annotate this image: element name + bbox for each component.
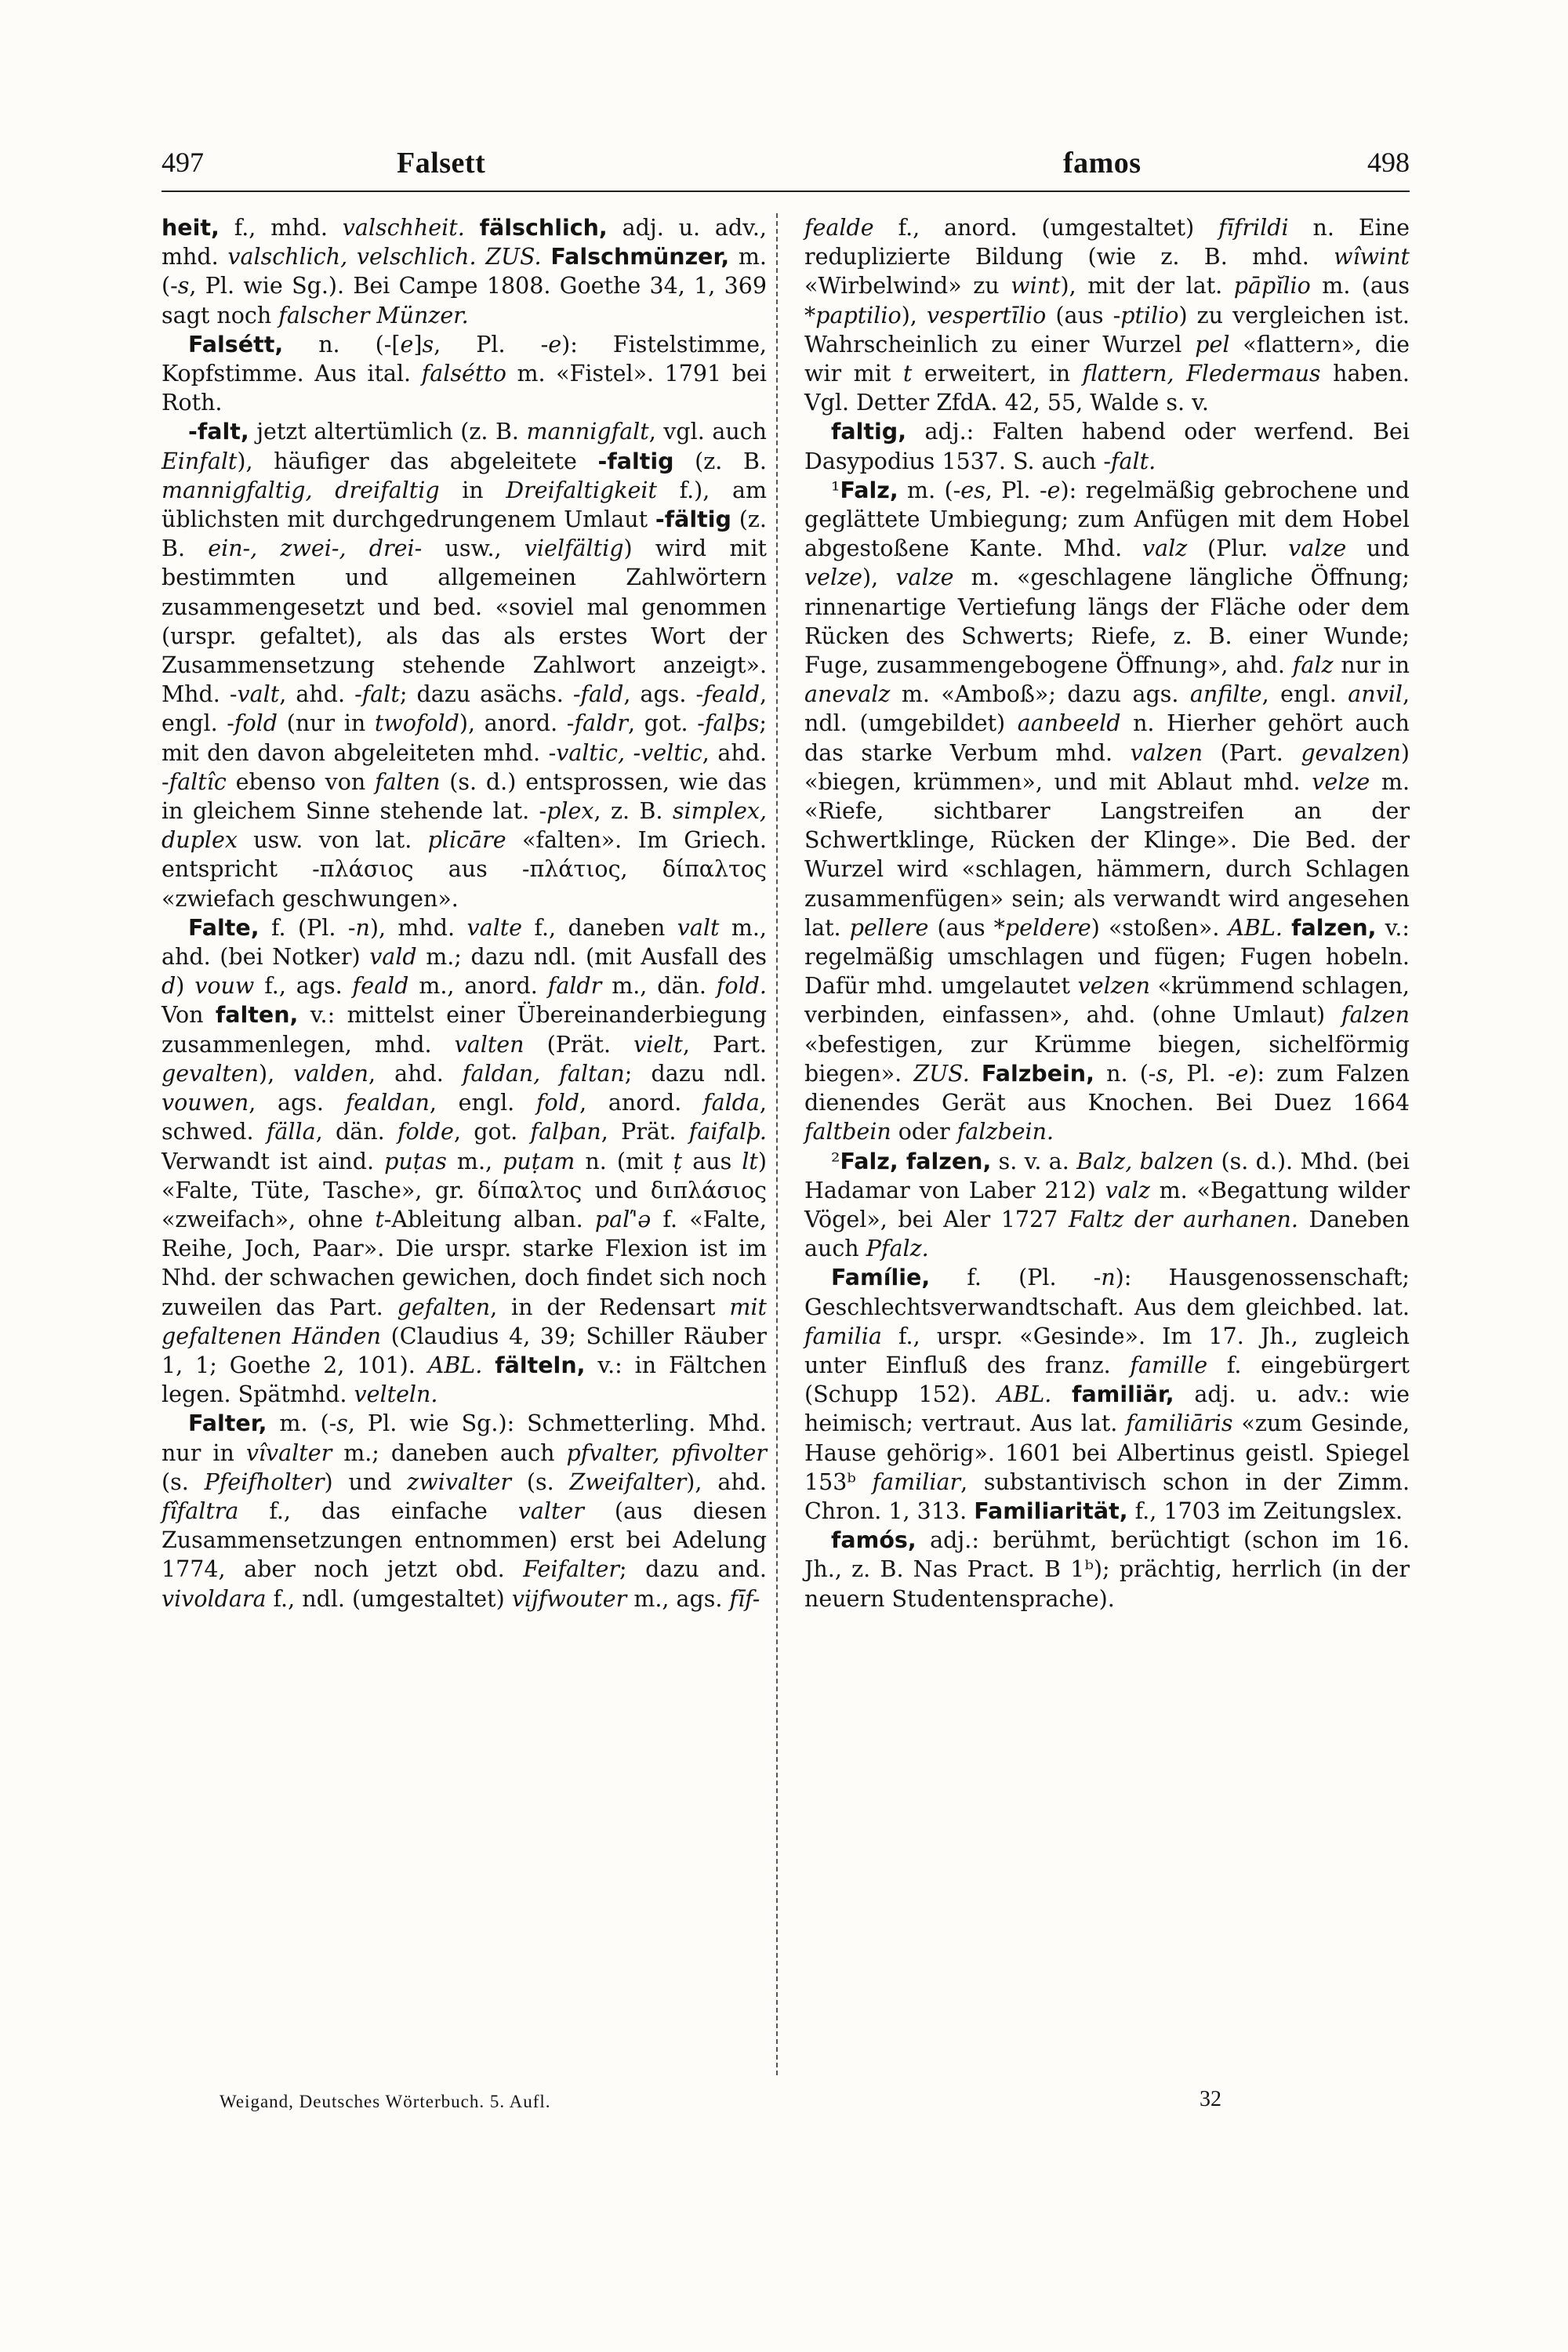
italic-term: mannigfalt [526,419,649,445]
italic-term: velzen [1077,973,1150,1000]
italic-term: valt [677,914,720,941]
entry-text: adj.: berühmt, berüchtigt (schon im 16. Jh., z. B. Nas Pract. B 1ᵇ); prächtig, herrlich (in der neuern Studentensprache). [804,1527,1410,1612]
entry-text: «zum Gesinde, Hause gehörig». 1601 bei Albertinus geistl. Spiegel 153ᵇ [804,1410,1410,1495]
italic-term: puṭas [384,1148,447,1174]
entry-text: , Pl. wie Sg.): Schmetterling. Mhd. nur in [162,1410,767,1466]
entry-text: adj.: Falten habend oder werfend. Bei Dasypodius 1537. S. auch - [804,419,1410,474]
entry-text: ; dazu and. [619,1556,767,1583]
italic-term: wîwint [1334,244,1410,270]
entry-text: m. (- [162,244,767,299]
entry-text: (aus diesen Zusammensetzungen entnommen) erst bei Adelung 1774, aber noch jetzt obd. [162,1497,767,1583]
entry-text: , ndl. (umgebildet) [804,681,1410,737]
italic-term: plicāre [427,827,506,854]
headword: fälschlich, [479,215,608,241]
italic-term: feald [352,973,409,1000]
entry-text: v.: mittelst einer Übereinanderbiegung zusammenlegen, mhd. [162,1002,767,1058]
entry-text: oder [891,1119,957,1145]
entry-text: f. (Pl. - [259,914,356,941]
entry-text: n. Eine reduplizierte Bildung (wie z. B. mhd. [804,215,1410,270]
entry-text: , got. - [627,710,705,737]
dictionary-entry [162,417,767,913]
headword: Falte, [188,914,260,941]
italic-term: plex [546,798,594,825]
italic-term: falsétto [421,361,506,387]
entry-text: , ahd. - [279,681,362,708]
entry-text: ): regelmäßig gebrochene und geglättete Umbiegung; zum Anfügen mit dem Hobel abgestoßene Kante. Mhd. [804,477,1410,562]
italic-term: fald [580,681,624,708]
footer-imprint: Weigand, Deutsches Wörterbuch. 5. Aufl. [220,2092,551,2111]
entry-text: n. (mit [575,1148,673,1174]
headword: -falt, [188,419,249,445]
headword: -fältig [655,506,731,533]
entry-text: (aus [928,914,994,941]
entry-text: (s. [510,1468,570,1495]
italic-term: famille [1130,1352,1208,1378]
entry-text [465,215,480,241]
entry-text: ; mit den davon abgeleiteten mhd. - [162,710,767,766]
italic-term: lt [742,1148,758,1174]
italic-term: ABL. [996,1381,1052,1408]
entry-text: f.), am üblichsten mit durchgedrungenem Umlaut [162,477,767,533]
dictionary-entry [804,417,1410,475]
dictionary-entry [804,476,1410,1147]
entry-text: ) wird mit bestimmten und allgemeinen Zahlwörtern zusammengesetzt und bed. «soviel mal genommen (urspr. gefaltet), als das als erstes Wort der Zusammensetzung stehende Zahlwort anzeigt». Mhd. - [162,535,767,708]
italic-term: fealde [804,215,874,241]
entry-text: , ags. [249,1090,346,1116]
headword: falzen, [1291,914,1377,941]
italic-term: folde [397,1119,454,1145]
entry-text: f. eingebürgert (Schupp 152). [804,1352,1410,1408]
italic-term: s [422,331,434,358]
entry-text [970,1061,982,1087]
entry-text: «falten». Im Griech. entspricht -πλάσιος aus -πλάτιος, δίπαλτος «zwiefach geschwungen». [162,827,767,912]
entry-text: , got. [453,1119,531,1145]
italic-term: d [162,973,176,1000]
italic-term: Dreifaltigkeit [506,477,657,503]
entry-text: f., 1703 im Zeitungslex. [1127,1497,1403,1524]
entry-text: m., [446,1148,503,1174]
dictionary-entry [804,213,1410,417]
entry-text: Daneben auch [804,1206,1410,1262]
italic-term: anfilte [1189,681,1262,708]
italic-term: velze [804,564,862,591]
headword: faltig, [831,419,907,445]
headword: Falzbein, [981,1060,1094,1087]
entry-text: ), mhd. [369,914,467,941]
italic-term: puṭam [503,1148,575,1174]
italic-term: velteln. [354,1381,438,1408]
entry-text: , Pl. - [985,477,1047,503]
italic-term: falþs [704,710,760,737]
entry-text: n. (- [1094,1060,1156,1087]
italic-term: vespertīlio [926,302,1047,328]
entry-text: Verwandt ist aind. [162,1148,385,1174]
italic-term: faifalþ. [688,1119,767,1145]
entry-text: ) «stoßen». [1091,914,1229,941]
entry-text: ¹ [831,477,840,503]
right-page-number: 498 [1367,147,1410,178]
entry-text: (Claudius 4, 39; Schiller Räuber 1, 1; Goethe 2, 101). [162,1323,767,1378]
entry-text: ): Hausgenossenschaft; Geschlechtsverwandtschaft. Aus dem gleichbed. lat. [804,1265,1410,1320]
italic-term: vielfältig [524,535,624,562]
italic-term: fīfrildi [1218,215,1289,241]
entry-text: «Wirbelwind» zu [804,273,1011,299]
headword: heit, [162,215,220,241]
italic-term: fealdan [345,1090,430,1116]
italic-term: pellere [849,914,929,941]
entry-text: , engl. [1261,681,1348,708]
italic-term: falzbein. [956,1119,1054,1145]
italic-term: gevalzen [1301,739,1401,766]
italic-term: ZUS. [913,1060,970,1087]
right-running-headword: famos [1063,147,1142,180]
entry-text: , z. B. [593,798,673,825]
italic-term: vald [369,944,417,971]
italic-term: Faltz der aurhanen. [1068,1206,1298,1232]
entry-text: ), mit der lat. [1060,273,1234,299]
entry-text: f., ags. [254,973,353,1000]
entry-text: m., ags. [626,1585,730,1612]
entry-text: m. «Begattung wilder Vögel», bei Aler 1727 [804,1177,1410,1232]
entry-text: , Part. [682,1031,767,1058]
italic-term: *paptilio [804,302,902,328]
entry-text: m. «Fistel». 1791 bei Roth. [162,361,767,416]
entry-text: m.; daneben auch [332,1439,567,1466]
entry-text: , in der Redensart [490,1294,730,1320]
italic-term: t [375,1206,384,1232]
entry-text: usw. von lat. [237,827,428,854]
headword: falten, [215,1002,299,1029]
italic-term: gevalten [162,1060,259,1087]
entry-text: , Pl. - [1167,1060,1236,1087]
entry-text: und [1346,535,1410,562]
entry-text: aus [682,1148,742,1174]
italic-term: aanbeeld [1017,710,1121,737]
entry-text: adj. u. adv.: wie heimisch; vertraut. Aus lat. [804,1381,1410,1437]
italic-term: familia [804,1323,882,1349]
italic-term: valze [895,564,954,591]
right-column [804,213,1410,2079]
italic-term: fälla [266,1119,316,1145]
italic-term: es [960,477,985,503]
italic-term: t [902,361,913,387]
signature-mark: 32 [1200,2087,1221,2111]
entry-text: ] [413,331,423,358]
headword: famós, [831,1527,916,1554]
italic-term: faltbein [804,1119,891,1145]
entry-text: v.: in Fältchen legen. Spätmhd. [162,1352,767,1408]
entry-text: f. (Pl. - [930,1265,1102,1291]
italic-term: falt [361,681,400,708]
italic-term: zwivalter [407,1468,511,1495]
entry-text: , engl. - [162,681,767,737]
entry-text: ), [862,564,896,591]
entry-text: ), [259,1060,294,1087]
italic-term: vivoldara [162,1585,267,1612]
dictionary-entry [804,1526,1410,1613]
italic-term: mannigfaltig, dreifaltig [162,477,440,503]
entry-text: (s. d.). Mhd. (bei Hadamar von Laber 212) [804,1148,1410,1203]
entry-text: f., mhd. [219,215,343,241]
headword: Falter, [188,1410,267,1437]
italic-term: wint [1011,273,1061,299]
headword: -faltig [597,448,674,474]
italic-term: valzen [1130,739,1203,766]
italic-term: falþan [530,1119,601,1145]
entry-text: , Pl. wie Sg.). Bei Campe 1808. Goethe 34, 1, 369 sagt noch [162,273,767,328]
italic-term: e [548,331,562,358]
entry-text: n. (-[ [283,331,401,358]
entry-text: erweitert, in [912,361,1083,387]
italic-term: simplex, duplex [162,798,767,854]
italic-term: ein-, zwei-, drei- [208,535,423,562]
entry-text: «flattern», die wir mit [804,331,1410,387]
italic-term: anvil [1348,681,1403,708]
headword: fälteln, [495,1352,586,1378]
entry-text: , Prät. [601,1119,689,1145]
headword: Falsétt, [188,331,284,358]
italic-term: valter [517,1497,584,1524]
entry-text: ): Fistelstimme, Kopfstimme. Aus ital. [162,331,767,387]
entry-text: adj. u. adv., mhd. [162,215,767,270]
dictionary-entry [162,913,767,1409]
entry-text: (Part. [1203,739,1301,766]
headword: Famílie, [831,1265,931,1291]
italic-term: falten [375,768,441,795]
entry-text: (Plur. [1187,535,1289,562]
italic-term: s [336,1410,348,1437]
italic-term: pel [1195,331,1230,358]
entry-text: ) «Falte, Tüte, Tasche», gr. δίπαλτος und διπλάσιος «zweifach», ohne [162,1148,767,1232]
entry-text: (aus - [1046,302,1121,328]
headword: Falz, falzen, [840,1148,992,1174]
entry-text: ), häufiger das abgeleitete [237,448,598,474]
italic-term: valschlich, velschlich. ZUS. [227,244,542,270]
entry-text: (s. d.) entsprossen, wie das in gleichem Sinne stehende lat. - [162,768,767,825]
entry-text: (z. B. [673,448,767,474]
italic-term: e [400,331,414,358]
italic-term: valden [293,1060,368,1087]
italic-term: falda [703,1090,760,1116]
headword: familiär, [1072,1381,1174,1408]
italic-term: vouw [194,973,255,1000]
entry-text: , ahd. - [162,739,768,795]
italic-term: n [1101,1265,1116,1291]
italic-term: faldr [547,973,602,1000]
entry-text: «befestigen, zur Krümme biegen, sichelförmig biegen». [804,1031,1410,1087]
entry-text: m. «geschlagene längliche Öffnung; rinnenartige Vertiefung längs der Fläche oder dem Rücken des Schwerts; Riefe, z. B. einer Wunde; Fuge, zusammengebogene Öffnung», ahd. [804,564,1410,679]
entry-text: ) zu vergleichen ist. Wahrscheinlich zu einer Wurzel [804,302,1410,358]
column-divider [776,213,778,2075]
entry-text: ), anord. - [459,710,575,737]
italic-term: faldan, faltan [462,1060,625,1087]
italic-term: valten [454,1031,524,1058]
italic-term: gefalten [397,1294,491,1320]
italic-term: e [1235,1060,1249,1087]
italic-term: *peldere [993,914,1091,941]
italic-term: familiāris [1126,1410,1233,1437]
italic-term: pfvalter, pfivolter [566,1439,767,1466]
italic-term: vielt [633,1031,683,1058]
entry-text: f., anord. (umgestaltet) [873,215,1219,241]
entry-text: v.: regelmäßig umschlagen und fügen; Fugen hobeln. Dafür mhd. umgelautet [804,914,1410,1000]
entry-text: ² [831,1148,840,1174]
italic-term: falzen [1341,1002,1410,1029]
italic-term: fīf- [729,1585,760,1612]
entry-text: ebenso von [226,768,376,795]
entry-text: , engl. [429,1090,536,1116]
italic-term: falz [1292,652,1334,679]
entry-text: ) [176,973,195,1000]
entry-text: m. (- [267,1410,337,1437]
entry-text: f., urspr. «Gesinde». Im 17. Jh., zugleich unter Einfluß des franz. [804,1323,1410,1378]
italic-term: paľ'ə [594,1206,652,1232]
entry-text [1051,1381,1072,1407]
entry-text: , ahd. [368,1060,463,1087]
italic-term: Zweifalter [569,1468,687,1495]
headword: Familiarität, [974,1497,1128,1524]
dictionary-entry [162,1409,767,1613]
italic-term: s [1156,1060,1168,1087]
entry-text: in [439,477,506,503]
dictionary-entry [162,330,767,418]
italic-term: flattern, Fledermaus [1082,361,1321,387]
dictionary-entry [804,1263,1410,1526]
entry-text: , substantivisch schon in der Zimm. Chron. 1, 313. [804,1468,1410,1524]
entry-text: ), [901,302,927,328]
entry-text: ) und [324,1468,408,1495]
entry-text: m., dän. [601,973,717,1000]
entry-text: s. v. a. [991,1148,1077,1174]
entry-text: , ags. - [623,681,704,708]
entry-text: usw., [422,535,524,562]
italic-term: n [355,914,370,941]
left-running-headword: Falsett [397,147,486,180]
entry-text: (nur in [278,710,375,737]
entry-text: , Pl. - [434,331,549,358]
entry-text: m., anord. [408,973,548,1000]
entry-text: , schwed. [162,1090,767,1145]
entry-text: (s. [162,1468,205,1495]
entry-text: f. «Falte, Reihe, Joch, Paar». Die urspr. starke Flexion ist im Nhd. der schwachen gewichen, doch findet sich noch zuweilen das Part. [162,1206,767,1320]
italic-term: valt [237,681,280,708]
italic-term: valz [1105,1177,1150,1203]
italic-term: s [177,273,190,299]
entry-text: m. (- [898,477,961,503]
headword: Falschmünzer, [550,244,730,270]
italic-term: valze [1288,535,1347,562]
italic-term: valtic, -veltic [556,739,702,766]
italic-term: vijfwouter [511,1585,627,1612]
italic-term: vouwen [162,1090,249,1116]
italic-term: Pfeifholter [204,1468,325,1495]
entry-text: , anord. [579,1090,704,1116]
entry-text: nur in [1333,652,1410,679]
italic-term: fold [535,1090,580,1116]
running-header [162,146,1410,190]
left-page-number: 497 [162,147,204,178]
entry-text: n. Hierher gehört auch das starke Verbum mhd. [804,710,1410,766]
italic-term: falt. [1111,448,1156,474]
entry-text: f., das einfache [238,1497,518,1524]
entry-text: ; dazu ndl. [624,1060,767,1087]
italic-term: feald [703,681,760,708]
italic-term: ptilio [1120,302,1179,328]
left-column [162,213,767,2079]
entry-text: , vgl. auch [648,419,767,445]
italic-term: velze [1312,768,1370,795]
entry-text [542,244,551,270]
italic-term: faldr [574,710,628,737]
headword: Falz, [840,477,898,503]
dictionary-entry [804,1147,1410,1264]
entry-text: f., ndl. (umgestaltet) [266,1585,512,1612]
italic-term: twofold [374,710,459,737]
entry-text: , dän. [315,1119,397,1145]
italic-term: falscher Münzer. [278,302,469,328]
italic-term: familiar [872,1468,961,1495]
italic-term: faltîc [169,768,227,795]
entry-text: ): zum Falzen dienendes Gerät aus Knochen. Bei Duez 1664 [804,1060,1410,1116]
italic-term: valz [1142,535,1188,562]
italic-term: Einfalt [162,448,238,474]
italic-term: pāpĭlio [1233,273,1311,299]
italic-term: Feifalter [523,1556,620,1583]
entry-text: ), ahd. [686,1468,767,1495]
entry-text: jetzt altertümlich (z. B. [249,419,527,445]
entry-text: f., daneben [522,914,677,941]
entry-text [482,1352,495,1378]
italic-term: fîfaltra [162,1497,239,1524]
italic-term: ABL. [1228,914,1283,941]
entry-text: (Prät. [524,1031,634,1058]
header-rule [162,191,1410,192]
entry-text: ; dazu asächs. - [399,681,581,708]
entry-text: m. (aus [1310,273,1410,299]
entry-text: m.; dazu ndl. (mit Ausfall des [416,944,767,971]
entry-text: m. «Amboß»; dazu ags. [890,681,1190,708]
entry-text: ) «biegen, krümmen», und mit Ablaut mhd. [804,739,1410,795]
italic-term: ṭ [673,1148,683,1174]
entry-text: «krümmend schlagen, verbinden, einfassen», ahd. (ohne Umlaut) [804,973,1410,1029]
italic-term: e [1047,477,1061,503]
italic-term: fold [234,710,278,737]
italic-term: valschheit. [342,215,465,241]
italic-term: vîvalter [245,1439,332,1466]
italic-term: fold. [716,973,767,1000]
italic-term: anevalz [804,681,891,708]
italic-term: Balz, balzen [1076,1148,1214,1174]
entry-text: m. «Riefe, sichtbarer Langstreifen an der Schwertklinge, Rücken der Klinge». Die Bed. der Wurzel wird «schlagen, hämmern, durch Schlagen zusammenfügen» sein; als verwandt wird angesehen lat. [804,768,1410,941]
entry-text: Von [162,1002,216,1029]
italic-term: valte [466,914,523,941]
entry-text: haben. Vgl. Detter ZfdA. 42, 55, Walde s. v. [804,361,1410,416]
italic-term: mit gefaltenen Händen [162,1294,767,1349]
entry-text: -Ableitung alban. [383,1206,595,1232]
dictionary-entry [162,213,767,330]
entry-text: m., ahd. (bei Notker) [162,914,767,971]
italic-term: ABL. [427,1352,483,1378]
italic-term: Pfalz. [866,1236,929,1262]
entry-text [1283,915,1291,941]
entry-text: (z. B. [162,506,767,562]
